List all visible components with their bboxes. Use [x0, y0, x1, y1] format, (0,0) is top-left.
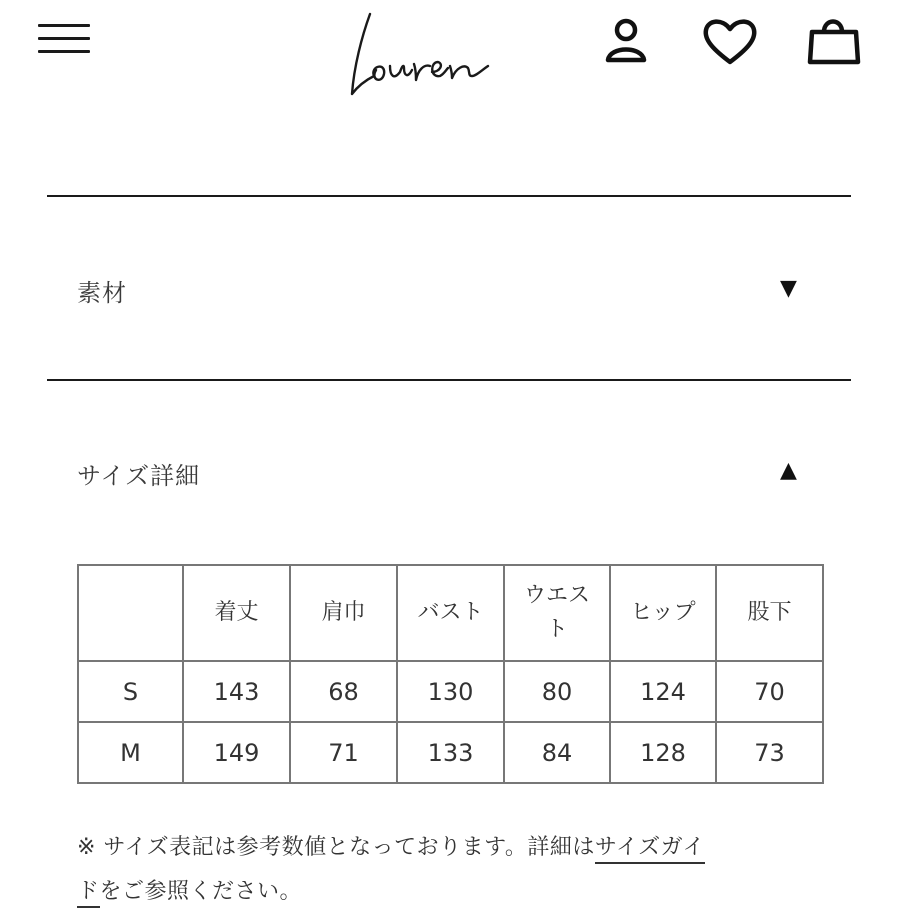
table-cell: 68	[290, 661, 397, 722]
table-header-cell	[78, 565, 183, 661]
accordion-size-title: サイズ詳細	[77, 462, 201, 490]
table-header-cell: ヒップ	[610, 565, 716, 661]
table-row	[78, 722, 823, 783]
table-cell: 143	[183, 661, 290, 722]
table-cell: 130	[397, 661, 504, 722]
table-cell: 124	[610, 661, 716, 722]
site-header	[0, 0, 900, 110]
chevron-up-icon[interactable]: ▲	[780, 458, 797, 483]
note-text: ※ サイズ表記は参考数値となっております。詳細は	[77, 835, 595, 860]
table-header-cell: 着丈	[183, 565, 290, 661]
user-icon[interactable]	[598, 12, 658, 72]
accordion-material[interactable]	[47, 240, 851, 340]
table-header-row	[78, 565, 823, 661]
size-table	[77, 564, 824, 784]
table-cell: 128	[610, 722, 716, 783]
divider	[47, 379, 851, 381]
accordion-material-title: 素材	[77, 279, 127, 307]
table-header-cell: 股下	[716, 565, 823, 661]
table-cell: 133	[397, 722, 504, 783]
table-cell: 84	[504, 722, 610, 783]
size-guide-link[interactable]: サイズガイ	[595, 835, 705, 864]
heart-icon[interactable]	[700, 12, 760, 72]
table-cell: 70	[716, 661, 823, 722]
note-text-end: をご参照ください。	[99, 879, 303, 904]
table-row	[78, 661, 823, 722]
table-cell: 71	[290, 722, 397, 783]
table-header-cell: バスト	[397, 565, 504, 661]
table-cell: 80	[504, 661, 610, 722]
brand-logo[interactable]	[340, 6, 530, 102]
table-header-cell: ウエスト	[504, 565, 610, 661]
table-header-cell: 肩巾	[290, 565, 397, 661]
shopping-bag-icon[interactable]	[804, 12, 864, 72]
table-cell: 73	[716, 722, 823, 783]
size-guide-link-end[interactable]: ド	[77, 879, 100, 908]
size-label: M	[78, 722, 183, 783]
chevron-down-icon[interactable]: ▼	[780, 276, 797, 301]
hamburger-menu-icon[interactable]	[38, 22, 92, 56]
table-cell: 149	[183, 722, 290, 783]
size-note	[77, 826, 837, 914]
size-label: S	[78, 661, 183, 722]
divider	[47, 195, 851, 197]
